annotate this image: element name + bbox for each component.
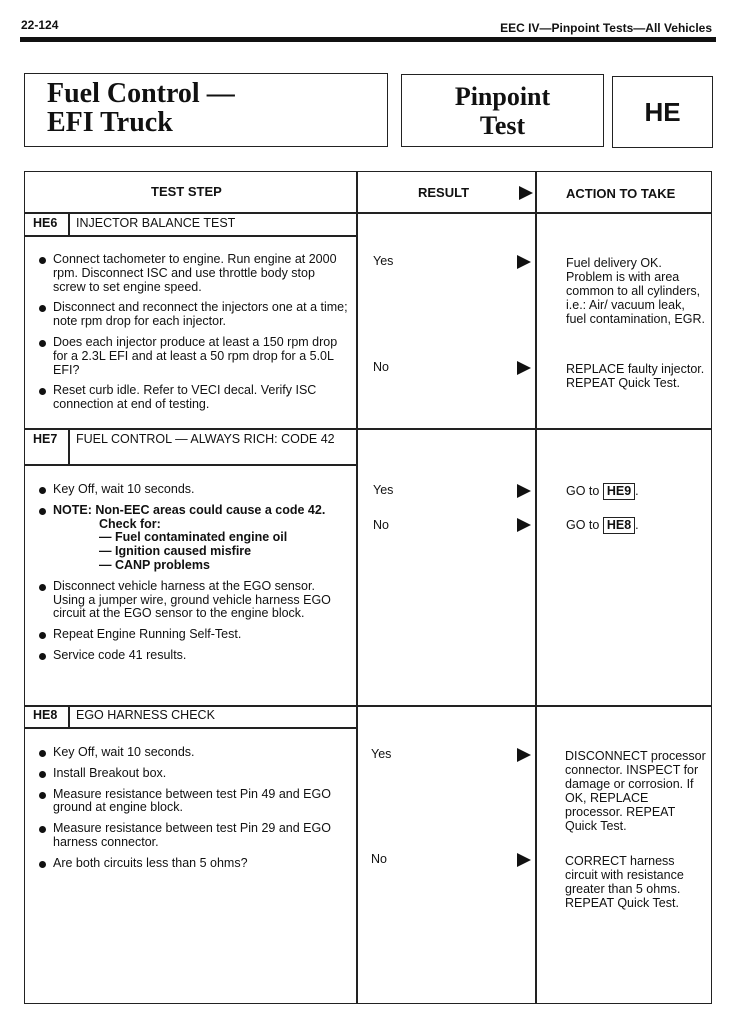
arrow-icon [519, 186, 533, 200]
header-test-step: TEST STEP [151, 184, 222, 199]
bullet-item: Measure resistance between test Pin 49 and EGO ground at engine block. [38, 788, 350, 816]
action-text: DISCONNECT processor connector. INSPECT for damage or corrosion. If OK, REPLACE processor. REPEAT Quick Test. [565, 749, 706, 833]
header-divider [25, 212, 711, 214]
col-divider-1 [356, 172, 358, 1003]
step-title: FUEL CONTROL — ALWAYS RICH: CODE 42 [76, 432, 335, 446]
goto-suffix: . [635, 484, 639, 498]
arrow-icon [517, 748, 531, 762]
action-goto [566, 483, 639, 500]
check-item: — Fuel contaminated engine oil [99, 530, 288, 545]
title-line-2: EFI Truck [47, 107, 173, 138]
pinpoint-test-box [401, 74, 604, 147]
result-no: No [371, 852, 387, 866]
step-id-divider [68, 705, 70, 728]
result-no: No [373, 518, 389, 532]
step-bullets [38, 483, 350, 670]
action-text: Fuel delivery OK. Problem is with area common to all cylinders, i.e.: Air/ vacuum leak, fuel contamination, EGR. [566, 256, 705, 326]
arrow-icon [517, 518, 531, 532]
bullet-item: Key Off, wait 10 seconds. [38, 483, 350, 497]
check-for-label: Check for: [99, 516, 161, 531]
arrow-icon [517, 853, 531, 867]
step-title: INJECTOR BALANCE TEST [76, 216, 236, 230]
action-text: CORRECT harness circuit with resistance greater than 5 ohms. REPEAT Quick Test. [565, 854, 684, 910]
note-item [38, 504, 350, 573]
step-id-divider [68, 212, 70, 236]
goto-label: GO to [566, 484, 600, 498]
check-item: — Ignition caused misfire [99, 544, 252, 559]
result-yes: Yes [371, 747, 392, 761]
step-reference-link[interactable]: HE8 [603, 517, 635, 534]
step-id-divider [68, 428, 70, 465]
bullet-item: Key Off, wait 10 seconds. [38, 746, 350, 760]
step-title: EGO HARNESS CHECK [76, 708, 215, 722]
result-yes: Yes [373, 483, 394, 497]
step-bullets [38, 746, 350, 878]
step-title-underline [25, 464, 356, 466]
action-text: REPLACE faulty injector. REPEAT Quick Test. [566, 362, 705, 390]
pinpoint-label-1: Pinpoint [454, 82, 551, 111]
goto-label: GO to [566, 518, 600, 532]
step-reference-link[interactable]: HE9 [603, 483, 635, 500]
step-divider [25, 428, 711, 430]
bullet-item: Reset curb idle. Refer to VECI decal. Verify ISC connection at end of testing. [38, 384, 350, 412]
header-action: ACTION TO TAKE [566, 186, 676, 201]
bullet-item: Disconnect and reconnect the injectors one at a time; note rpm drop for each injector. [38, 301, 350, 329]
step-title-underline [25, 727, 356, 729]
step-id: HE8 [33, 708, 58, 722]
arrow-icon [517, 255, 531, 269]
pinpoint-table [24, 171, 712, 1004]
title-box [24, 73, 388, 147]
bullet-item: Install Breakout box. [38, 767, 350, 781]
page-number: 22-124 [21, 18, 59, 32]
step-id: HE7 [33, 432, 58, 446]
goto-suffix: . [635, 518, 639, 532]
bullet-item: Measure resistance between test Pin 29 and EGO harness connector. [38, 822, 350, 850]
arrow-icon [517, 484, 531, 498]
header-result: RESULT [418, 185, 470, 200]
test-code-box: HE [612, 76, 713, 148]
step-title-underline [25, 235, 356, 237]
section-title: EEC IV—Pinpoint Tests—All Vehicles [500, 21, 712, 35]
action-goto [566, 517, 639, 534]
step-bullets [38, 253, 350, 419]
bullet-item: Connect tachometer to engine. Run engine at 2000 rpm. Disconnect ISC and use throttle body stop screw to set engine speed. [38, 253, 350, 294]
result-yes: Yes [373, 254, 394, 268]
bullet-item: Repeat Engine Running Self-Test. [38, 628, 350, 642]
step-id: HE6 [33, 216, 58, 230]
note-text: NOTE: Non-EEC areas could cause a code 42. [53, 502, 326, 517]
step-divider [25, 705, 711, 707]
bullet-item: Are both circuits less than 5 ohms? [38, 857, 350, 871]
bullet-item: Service code 41 results. [38, 649, 350, 663]
check-item: — CANP problems [99, 557, 210, 572]
bullet-item: Disconnect vehicle harness at the EGO sensor. Using a jumper wire, ground vehicle harness EGO circuit at the EGO sensor to the engine block. [38, 580, 350, 621]
pinpoint-label-2: Test [479, 111, 526, 140]
result-no: No [373, 360, 389, 374]
title-line-1: Fuel Control — [47, 78, 235, 109]
arrow-icon [517, 361, 531, 375]
bullet-item: Does each injector produce at least a 150 rpm drop for a 2.3L EFI and at least a 50 rpm drop for a 5.0L EFI? [38, 336, 350, 377]
col-divider-2 [535, 172, 537, 1003]
header-rule [20, 37, 716, 42]
